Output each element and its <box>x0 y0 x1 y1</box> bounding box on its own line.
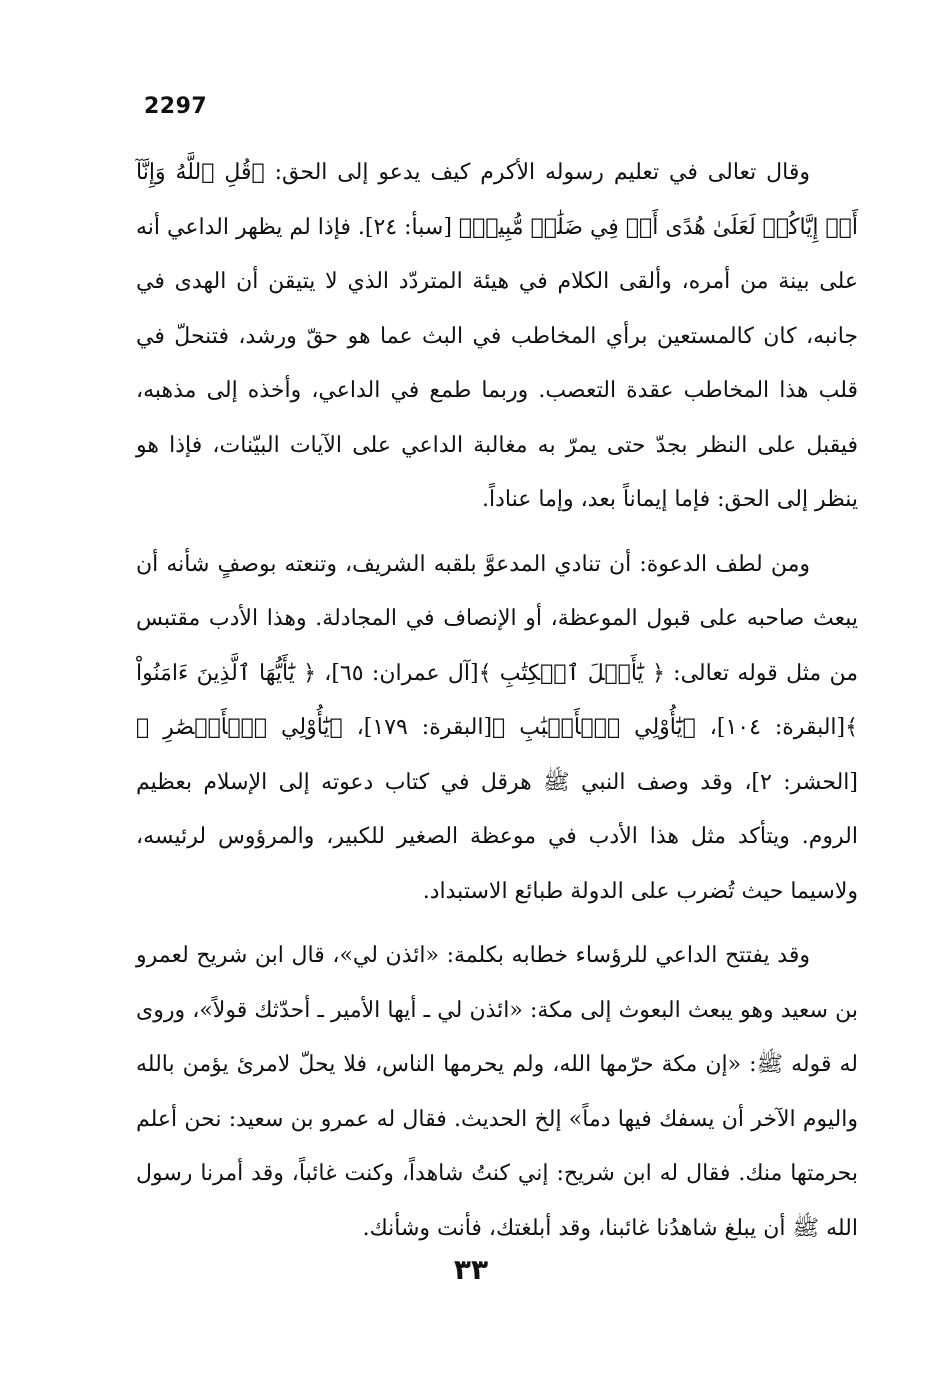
paragraph-2 <box>136 538 858 920</box>
body-text <box>136 146 858 1256</box>
paragraph-3 <box>136 929 858 1256</box>
paragraph-3-text: وقد يفتتح الداعي للرؤساء خطابه بكلمة: «ائذن لي»، قال ابن شريح لعمرو بن سعيد وهو يبعث البعوث إلى مكة: «ائذن لي ـ أيها الأمير ـ أحدّثك قولاً»، وروى له قوله ﷺ: «إن مكة حرّمها الله، ولم يحرمها الناس، فلا يحلّ لامرئ يؤمن بالله واليوم الآخر أن يسفك فيها دماً» إلخ الحديث. فقال له عمرو بن سعيد: نحن أعلم بحرمتها منك. فقال له ابن شريح: إني كنتُ شاهداً، وكنت غائباً، وقد أمرنا رسول الله ﷺ أن يبلغ شاهدُنا غائبنا، وقد أبلغتك، فأنت وشأنك. <box>136 943 858 1241</box>
page-id-number: 2297 <box>144 94 208 119</box>
paragraph-1-text: وقال تعالى في تعليم رسوله الأكرم كيف يدعو إلى الحق: ﴿قُلِ ٱللَّهُ وَإِنَّآ أَوۡ إِيَّاكُمۡ لَعَلَىٰ هُدًى أَوۡ فِي ضَلَٰلٖ مُّبِينٖ﴾ [سبأ: ٢٤]. فإذا لم يظهر الداعي أنه على بينة من أمره، وألقى الكلام في هيئة المتردّد الذي لا يتيقن أن الهدى في جانبه، كان كالمستعين برأي المخاطب في البث عما هو حقّ ورشد، فتنحلّ في قلب هذا المخاطب عقدة التعصب. وربما طمع في الداعي، وأخذه إلى مذهبه، فيقبل على النظر بجدّ حتى يمرّ به مغالبة الداعي على الآيات البيّنات، فإذا هو ينظر إلى الحق: فإما إيماناً بعد، وإما عناداً. <box>136 160 858 512</box>
paragraph-1 <box>136 146 858 528</box>
page-number: ٣٣ <box>453 1253 489 1286</box>
paragraph-2-text: ومن لطف الدعوة: أن تنادي المدعوَّ بلقبه الشريف، وتنعته بوصفٍ شأنه أن يبعث صاحبه على قبول الموعظة، أو الإنصاف في المجادلة. وهذا الأدب مقتبس من مثل قوله تعالى: ﴿ يَٰٓأَهۡلَ ٱلۡكِتَٰبِ ﴾[آل عمران: ٦٥]، ﴿ يَٰٓأَيُّهَا ٱلَّذِينَ ءَامَنُواْ ﴾[البقرة: ١٠٤]، ﴿يَٰٓأُوْلِي ٱلۡأَلۡبَٰبِ ﴾[البقرة: ١٧٩]، ﴿يَٰٓأُوْلِي ٱلۡأَبۡصَٰرِ ﴾[الحشر: ٢]، وقد وصف النبي ﷺ هرقل في كتاب دعوته إلى الإسلام بعظيم الروم. ويتأكد مثل هذا الأدب في موعظة الصغير للكبير، والمرؤوس لرئيسه، ولاسيما حيث تُضرب على الدولة طبائع الاستبداد. <box>136 551 858 904</box>
